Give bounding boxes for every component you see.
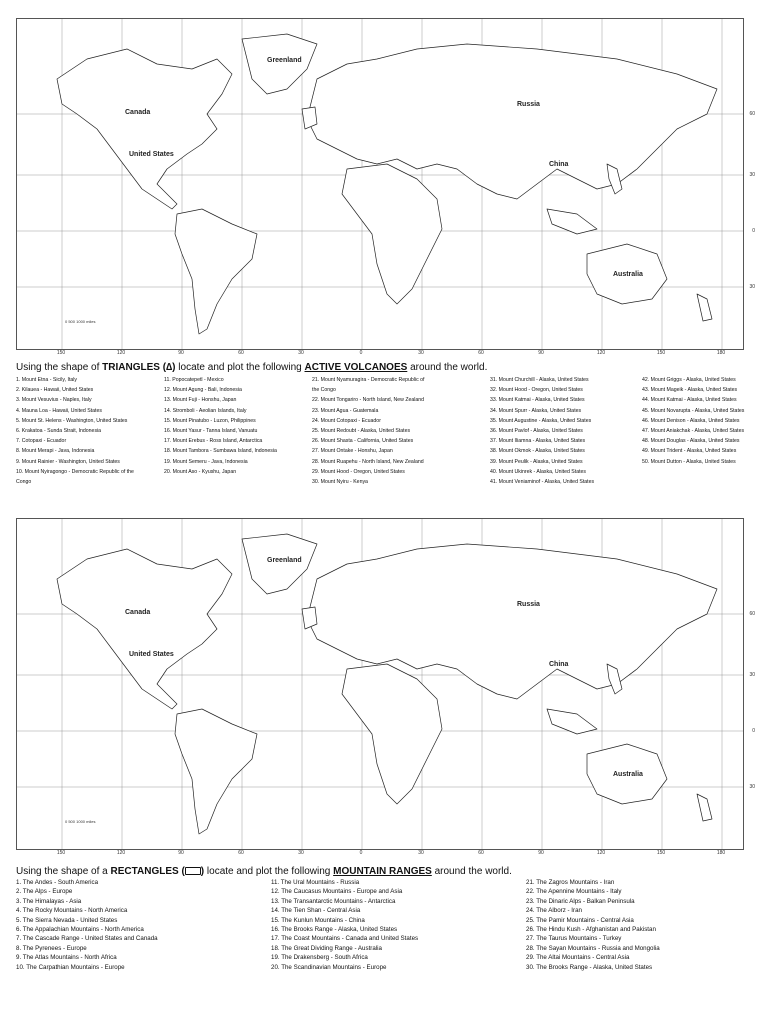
lat-label: 30 <box>749 284 755 290</box>
label-australia: Australia <box>613 271 643 278</box>
lon-label: 60 <box>478 350 484 356</box>
lon-label: 150 <box>56 350 66 356</box>
lon-label: 120 <box>596 850 606 856</box>
list-item: 14. Stromboli - Aeolian Islands, Italy <box>164 407 247 414</box>
list-item: 13. Mount Fuji - Honshu, Japan <box>164 397 237 404</box>
list-item: 48. Mount Douglas - Alaska, United States <box>642 438 740 445</box>
label-australia: Australia <box>613 771 643 778</box>
list-item: 18. The Great Dividing Range - Australia <box>271 944 382 952</box>
label-canada: Canada <box>125 109 151 116</box>
lon-label: 30 <box>418 850 424 856</box>
list-item: 6. Krakatoa - Sunda Strait, Indonesia <box>16 428 102 435</box>
list-item: 18. Mount Tambora - Sumbawa Island, Indonesia <box>164 448 277 455</box>
lat-label: 0 <box>752 228 755 234</box>
list-item: 1. The Andes - South America <box>16 879 99 886</box>
volcano-list <box>16 375 756 485</box>
list-item: 43. Mount Mageik - Alaska, United States <box>642 387 738 394</box>
world-map-mountains <box>16 518 755 850</box>
lat-label: 30 <box>749 784 755 790</box>
list-item: 47. Mount Aniakchak - Alaska, United States <box>642 428 745 435</box>
lat-label: 30 <box>749 672 755 678</box>
list-item: 2. The Alps - Europe <box>16 888 73 896</box>
list-item: 20. Mount Aso - Kyushu, Japan <box>164 468 237 475</box>
instruction-text: around the world. <box>410 362 488 373</box>
label-russia: Russia <box>517 101 540 108</box>
scale-bar: 0 500 1000 miles <box>65 319 96 324</box>
volcano-column-5 <box>642 375 744 467</box>
list-item: 45. Mount Novarupta - Alaska, United States <box>642 407 745 414</box>
list-item: 9. The Atlas Mountains - North Africa <box>16 954 117 962</box>
list-item: 30. The Brooks Range - Alaska, United States <box>526 963 653 971</box>
label-united-states: United States <box>129 151 174 158</box>
lon-label: 0 <box>359 850 363 856</box>
mountain-ranges-label: MOUNTAIN RANGES <box>333 866 432 877</box>
mountain-list <box>16 878 756 988</box>
list-item: 27. Mount Ontake - Honshu, Japan <box>312 448 393 455</box>
list-item: 29. The Altai Mountains - Central Asia <box>526 954 630 962</box>
mountain-instructions <box>16 866 512 877</box>
list-item: 7. The Cascade Range - United States and Canada <box>16 935 158 943</box>
instruction-text: Using the shape of a <box>16 866 108 877</box>
list-item: 12. Mount Agung - Bali, Indonesia <box>164 387 242 394</box>
list-item: 1. Mount Etna - Sicily, Italy <box>16 377 78 383</box>
lon-label: 180 <box>716 850 726 856</box>
active-volcanoes-label: ACTIVE VOLCANOES <box>304 362 408 373</box>
lon-label: 60 <box>478 850 484 856</box>
label-russia: Russia <box>517 601 540 608</box>
lat-label: 60 <box>749 111 755 117</box>
list-item: 32. Mount Hood - Oregon, United States <box>490 387 583 394</box>
rectangle-label: RECTANGLES ( <box>110 866 185 877</box>
instruction-text: Using the shape of <box>16 362 100 373</box>
instruction-text: around the world. <box>434 866 512 877</box>
lon-label: 150 <box>656 850 666 856</box>
lon-label: 30 <box>298 350 304 356</box>
list-item: 20. The Scandinavian Mountains - Europe <box>271 963 387 971</box>
list-item: 15. The Kunlun Mountains - China <box>271 916 365 924</box>
mountain-column-1 <box>16 878 158 972</box>
world-map-volcanoes <box>16 18 755 350</box>
list-item: 21. The Zagros Mountains - Iran <box>526 879 615 886</box>
list-item: 16. Mount Yasur - Tanna Island, Vanuatu <box>164 428 258 435</box>
list-item: 50. Mount Dutton - Alaska, United States <box>642 458 736 465</box>
lon-label: 90 <box>178 350 184 356</box>
list-item: 17. Mount Erebus - Ross Island, Antarctica <box>164 438 263 445</box>
list-item: 28. Mount Ruapehu - North Island, New Zealand <box>312 458 424 465</box>
list-item: 24. The Alborz - Iran <box>526 907 582 915</box>
longitude-labels <box>16 350 742 358</box>
lon-label: 120 <box>116 850 126 856</box>
list-item: 29. Mount Hood - Oregon, United States <box>312 468 405 475</box>
lon-label: 150 <box>56 850 66 856</box>
volcano-column-3 <box>312 375 424 487</box>
label-china: China <box>549 661 569 668</box>
lat-label: 60 <box>749 611 755 617</box>
lon-label: 90 <box>178 850 184 856</box>
lon-label: 30 <box>298 850 304 856</box>
volcano-column-1 <box>16 375 134 487</box>
list-item: 27. The Taurus Mountains - Turkey <box>526 935 622 943</box>
list-item: 15. Mount Pinatubo - Luzon, Philippines <box>164 417 256 424</box>
lon-label: 60 <box>238 350 244 356</box>
triangle-label: TRIANGLES (∆) <box>102 362 176 373</box>
list-item: 25. The Pamir Mountains - Central Asia <box>526 916 634 924</box>
list-item: 7. Cotopaxi - Ecuador <box>16 438 67 445</box>
list-item: 26. The Hindu Kush - Afghanistan and Pakistan <box>526 926 656 934</box>
lat-label: 0 <box>752 728 755 734</box>
volcano-instructions <box>16 362 487 373</box>
world-map-outline <box>17 519 743 849</box>
rectangle-label-end: ) <box>200 866 205 877</box>
label-china: China <box>549 161 569 168</box>
list-item: 49. Mount Trident - Alaska, United States <box>642 448 737 455</box>
label-greenland: Greenland <box>267 57 302 64</box>
lon-label: 30 <box>418 350 424 356</box>
list-item: 17. The Coast Mountains - Canada and United States <box>271 935 419 943</box>
list-item: 9. Mount Rainier - Washington, United States <box>16 458 120 465</box>
list-item: Congo <box>16 479 32 486</box>
list-item: 4. Mauna Loa - Hawaii, United States <box>16 407 102 414</box>
lon-label: 150 <box>656 350 666 356</box>
label-canada: Canada <box>125 609 151 616</box>
list-item: 23. The Dinaric Alps - Balkan Peninsula <box>526 897 635 905</box>
list-item: 4. The Rocky Mountains - North America <box>16 907 128 915</box>
list-item: 3. Mount Vesuvius - Naples, Italy <box>16 397 92 404</box>
world-map-outline <box>17 19 743 349</box>
list-item: 14. The Tien Shan - Central Asia <box>271 907 361 915</box>
lat-label: 30 <box>749 172 755 178</box>
list-item: 26. Mount Shasta - California, United States <box>312 438 414 445</box>
mountain-column-2 <box>271 878 418 972</box>
scale-bar: 0 500 1000 miles <box>65 819 96 824</box>
list-item: 37. Mount Iliamna - Alaska, United States <box>490 438 586 445</box>
instruction-text: locate and plot the following <box>178 362 302 373</box>
list-item: 16. The Brooks Range - Alaska, United States <box>271 926 398 934</box>
list-item: 22. Mount Tongariro - North Island, New Zealand <box>312 397 425 404</box>
list-item: 13. The Transantarctic Mountains - Antarctica <box>271 897 396 905</box>
lon-label: 0 <box>359 350 363 356</box>
list-item: 19. Mount Semeru - Java, Indonesia <box>164 458 248 465</box>
list-item: the Congo <box>312 387 336 394</box>
list-item: 25. Mount Redoubt - Alaska, United States <box>312 428 411 435</box>
longitude-labels <box>16 850 742 858</box>
lon-label: 90 <box>538 350 544 356</box>
list-item: 28. The Sayan Mountains - Russia and Mongolia <box>526 944 660 952</box>
list-item: 6. The Appalachian Mountains - North America <box>16 926 144 934</box>
instruction-text: locate and plot the following <box>206 866 331 877</box>
list-item: 34. Mount Spurr - Alaska, United States <box>490 407 582 414</box>
list-item: 35. Mount Augustine - Alaska, United States <box>490 417 592 424</box>
list-item: 12. The Caucasus Mountains - Europe and Asia <box>271 888 403 896</box>
list-item: 46. Mount Denison - Alaska, United States <box>642 417 740 424</box>
list-item: 23. Mount Agua - Guatemala <box>312 407 379 414</box>
list-item: 19. The Drakensberg - South Africa <box>271 954 368 962</box>
list-item: 40. Mount Ukinrek - Alaska, United States <box>490 468 587 475</box>
list-item: 44. Mount Katmai - Alaska, United States <box>642 397 737 404</box>
list-item: 5. Mount St. Helens - Washington, United States <box>16 417 128 424</box>
list-item: 21. Mount Nyamuragira - Democratic Republic of <box>312 377 425 383</box>
list-item: 3. The Himalayas - Asia <box>16 897 82 905</box>
list-item: 33. Mount Katmai - Alaska, United States <box>490 397 585 404</box>
volcano-column-4 <box>490 375 594 487</box>
list-item: 10. The Carpathian Mountains - Europe <box>16 963 125 971</box>
list-item: 41. Mount Veniaminof - Alaska, United States <box>490 479 595 486</box>
list-item: 36. Mount Pavlof - Alaska, United States <box>490 428 583 435</box>
label-united-states: United States <box>129 651 174 658</box>
mountain-column-3 <box>526 878 660 972</box>
list-item: 2. Kilauea - Hawaii, United States <box>16 387 94 394</box>
list-item: 22. The Apennine Mountains - Italy <box>526 888 622 896</box>
volcano-column-2 <box>164 375 277 477</box>
lon-label: 60 <box>238 850 244 856</box>
list-item: 39. Mount Peulik - Alaska, United States <box>490 458 583 465</box>
list-item: 8. Mount Merapi - Java, Indonesia <box>16 448 95 455</box>
list-item: 42. Mount Griggs - Alaska, United States <box>642 377 736 383</box>
list-item: 38. Mount Okmok - Alaska, United States <box>490 448 585 455</box>
lon-label: 120 <box>596 350 606 356</box>
lon-label: 180 <box>716 350 726 356</box>
list-item: 30. Mount Nyiru - Kenya <box>312 479 368 486</box>
list-item: 11. Popocatepetl - Mexico <box>164 377 224 383</box>
list-item: 5. The Sierra Nevada - United States <box>16 916 118 924</box>
rectangle-icon <box>185 867 201 875</box>
lon-label: 120 <box>116 350 126 356</box>
list-item: 8. The Pyrenees - Europe <box>16 944 87 952</box>
list-item: 31. Mount Churchill - Alaska, United States <box>490 377 589 383</box>
lon-label: 90 <box>538 850 544 856</box>
label-greenland: Greenland <box>267 557 302 564</box>
list-item: 10. Mount Nyiragongo - Democratic Republic of the <box>16 468 134 475</box>
list-item: 24. Mount Cotopaxi - Ecuador <box>312 417 381 424</box>
list-item: 11. The Ural Mountains - Russia <box>271 879 360 886</box>
